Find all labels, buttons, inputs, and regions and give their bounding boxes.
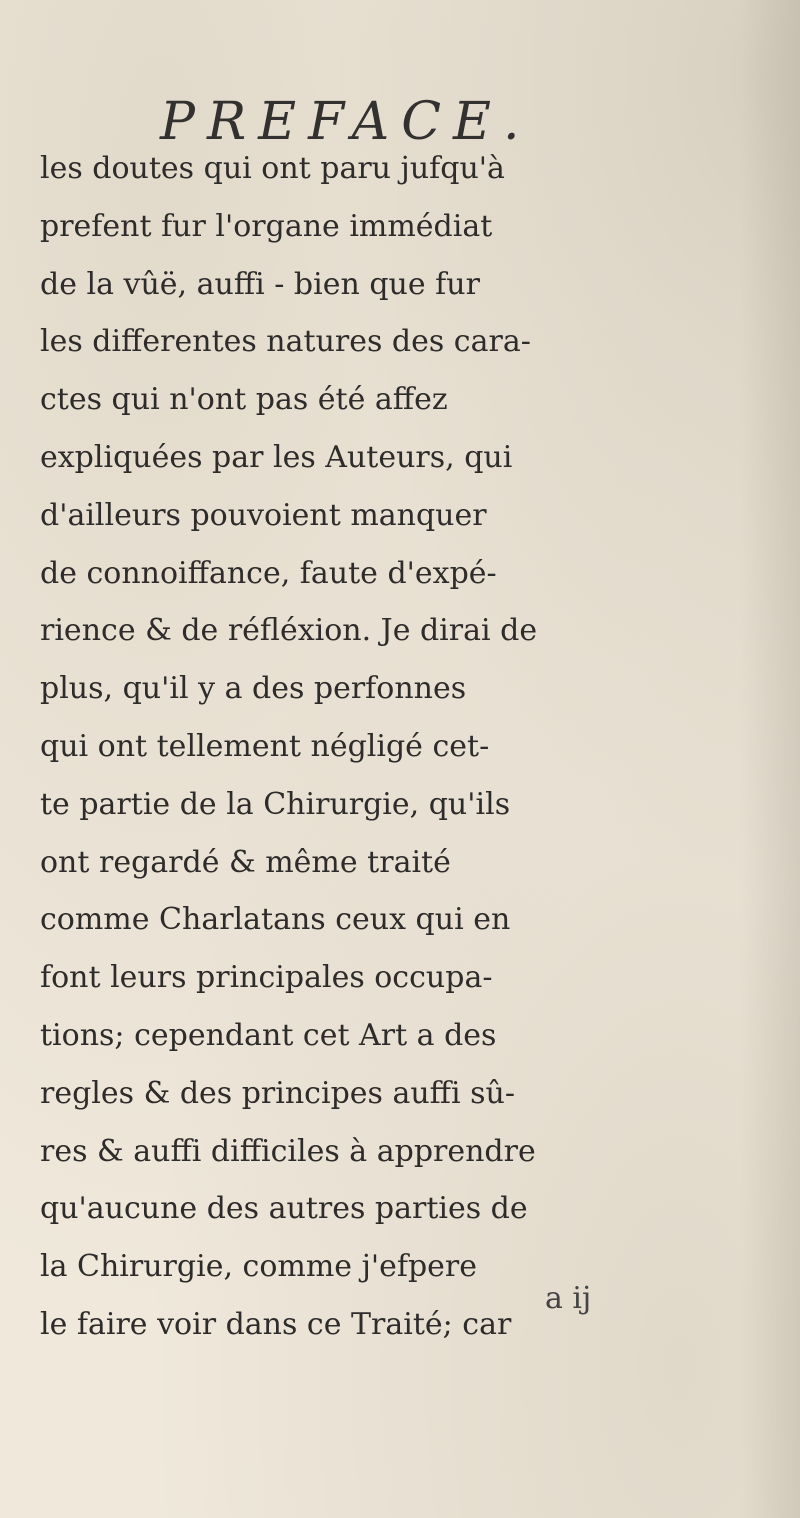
signature-mark: a ij — [545, 1281, 592, 1316]
text-line: res & auffi difficiles à apprendre — [40, 1133, 536, 1169]
text-line: font leurs principales occupa- — [40, 960, 493, 996]
text-line: ont regardé & même traité — [40, 844, 451, 880]
text-line: de la vûë, auffi - bien que fur — [40, 266, 480, 302]
text-line: qui ont tellement négligé cet- — [40, 728, 490, 764]
text-line: te partie de la Chirurgie, qu'ils — [40, 786, 511, 822]
text-line: comme Charlatans ceux qui en — [40, 902, 511, 938]
text-line: le faire voir dans ce Traité; car — [40, 1306, 512, 1342]
text-line: d'ailleurs pouvoient manquer — [40, 497, 487, 533]
running-header: PREFACE. — [160, 92, 532, 152]
text-line: qu'aucune des autres parties de — [40, 1191, 528, 1227]
text-line: expliquées par les Auteurs, qui — [40, 439, 513, 475]
text-line: la Chirurgie, comme j'efpere — [40, 1249, 478, 1285]
text-line: rience & de réfléxion. Je dirai de — [40, 613, 538, 649]
text-line: tions; cependant cet Art a des — [40, 1017, 497, 1053]
text-line: les doutes qui ont paru jufqu'à — [40, 151, 505, 186]
text-line: prefent fur l'organe immédiat — [40, 208, 493, 244]
text-line: ctes qui n'ont pas été affez — [40, 382, 448, 418]
text-line: plus, qu'il y a des perfonnes — [40, 671, 467, 707]
text-line: regles & des principes auffi sû- — [40, 1075, 515, 1111]
text-line: les differentes natures des cara- — [40, 324, 531, 360]
text-line: de connoiffance, faute d'expé- — [40, 555, 497, 591]
body-text — [40, 140, 780, 1354]
